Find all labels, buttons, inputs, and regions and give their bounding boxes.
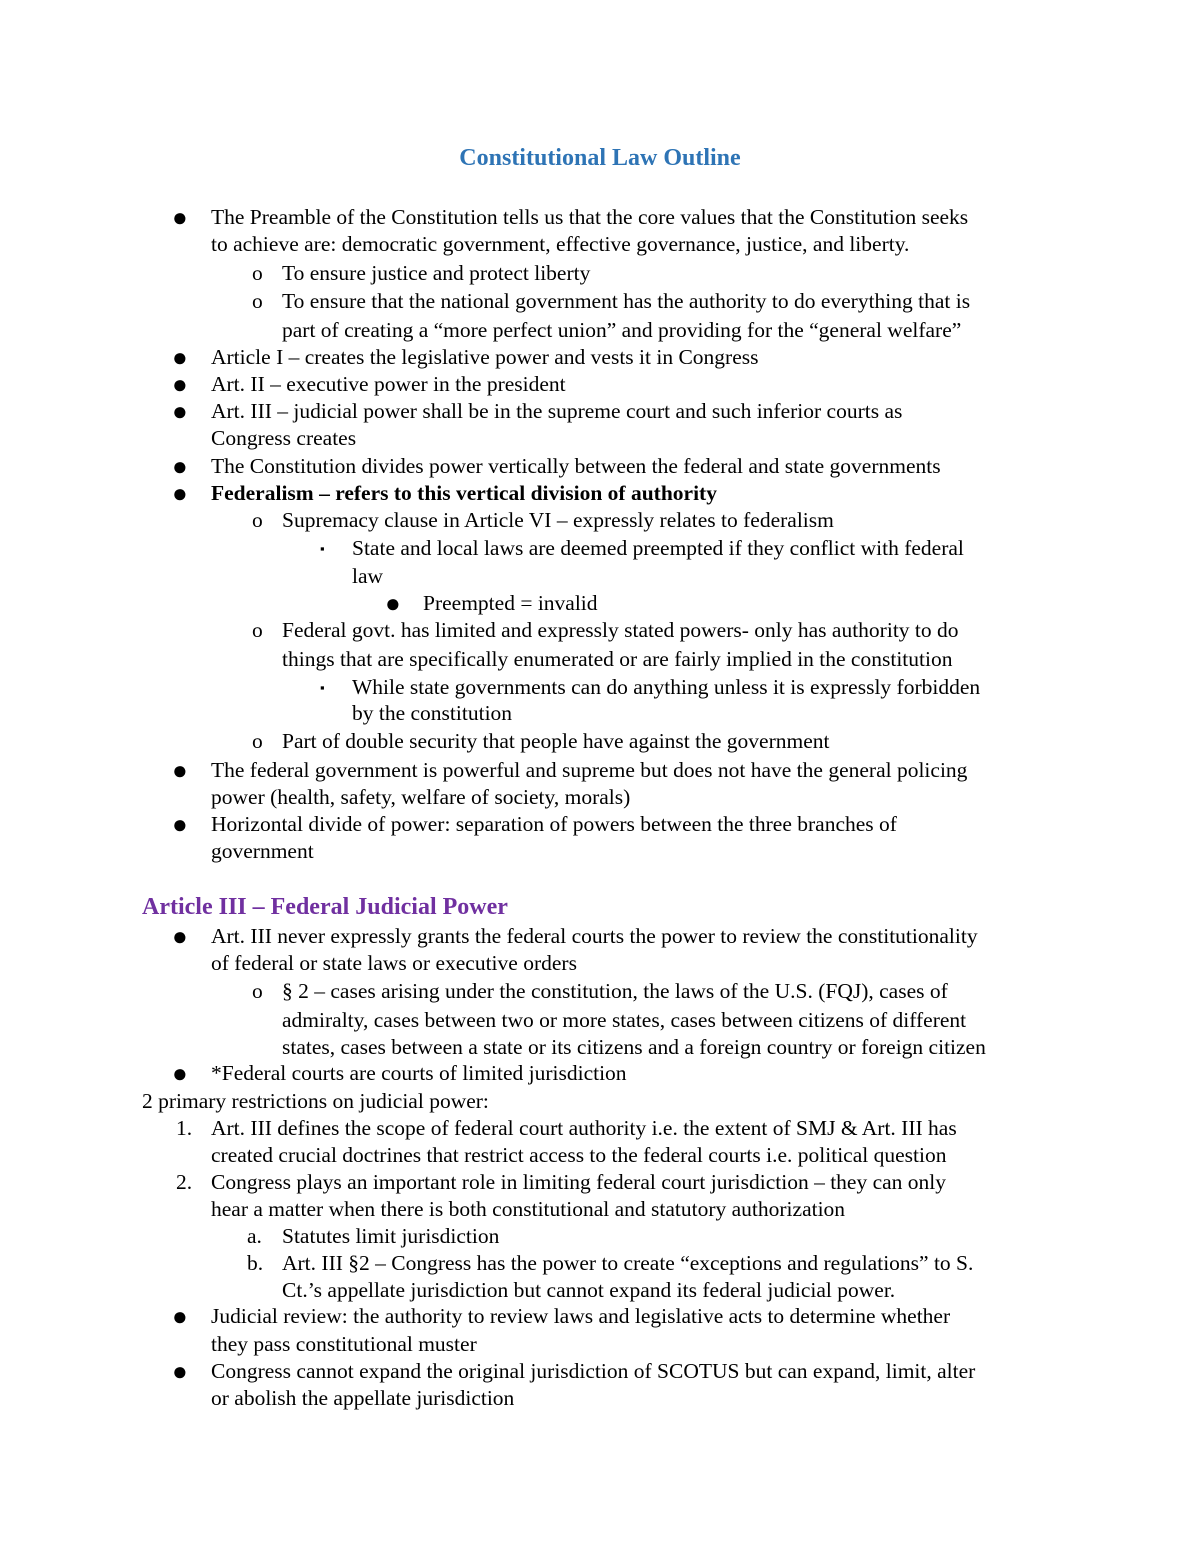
outline-text: to achieve are: democratic government, effective governance, justice, and liberty. [211, 232, 910, 256]
bullet-icon: ● [172, 370, 188, 399]
outline-text: While state governments can do anything unless it is expressly forbidden [352, 675, 981, 699]
outline-text: Statutes limit jurisdiction [282, 1224, 500, 1248]
page-title: Constitutional Law Outline [459, 145, 741, 171]
outline-text: hear a matter when there is both constitutional and statutory authorization [211, 1197, 846, 1221]
outline-text: Art. III – judicial power shall be in the supreme court and such inferior courts as [211, 399, 903, 423]
circle-bullet-icon: o [252, 618, 263, 642]
outline-text: Article I – creates the legislative power and vests it in Congress [211, 345, 759, 369]
outline-text: Ct.’s appellate jurisdiction but cannot expand its federal judicial power. [282, 1278, 896, 1302]
bullet-icon: ● [172, 397, 188, 426]
outline-text: by the constitution [352, 701, 513, 725]
outline-text: states, cases between a state or its citizens and a foreign country or foreign citizen [282, 1035, 986, 1059]
outline-text: To ensure that the national government has the authority to do everything that is [282, 289, 971, 313]
bullet-icon: ● [172, 922, 188, 951]
outline-text: or abolish the appellate jurisdiction [211, 1386, 515, 1410]
outline-text-bold: Federalism – refers to this vertical division of authority [211, 481, 717, 505]
outline-text: 2 primary restrictions on judicial power: [142, 1089, 489, 1113]
outline-text: Judicial review: the authority to review laws and legislative acts to determine whether [211, 1304, 951, 1328]
outline-text: things that are specifically enumerated or are fairly implied in the constitution [282, 647, 953, 671]
outline-text: § 2 – cases arising under the constitution, the laws of the U.S. (FQJ), cases of [282, 979, 948, 1003]
bullet-icon: ● [172, 1357, 188, 1386]
square-bullet-icon: ▪ [320, 541, 325, 556]
outline-text: they pass constitutional muster [211, 1332, 477, 1356]
outline-text: admiralty, cases between two or more states, cases between citizens of different [282, 1008, 967, 1032]
list-letter: b. [247, 1251, 264, 1275]
outline-text: Art. III defines the scope of federal court authority i.e. the extent of SMJ & Art. III has [211, 1116, 957, 1140]
bullet-icon: ● [172, 203, 188, 232]
outline-text: Horizontal divide of power: separation of powers between the three branches of [211, 812, 897, 836]
list-number: 2. [176, 1170, 193, 1194]
outline-text: Supremacy clause in Article VI – expressly relates to federalism [282, 508, 834, 532]
bullet-icon: ● [172, 810, 188, 839]
outline-text: Art. III never expressly grants the federal courts the power to review the constitutionality [211, 924, 978, 948]
circle-bullet-icon: o [252, 729, 263, 753]
outline-text: Part of double security that people have against the government [282, 729, 830, 753]
bullet-icon: ● [172, 452, 188, 481]
bullet-icon: ● [172, 1302, 188, 1331]
bullet-icon: ● [385, 589, 401, 618]
outline-text: of federal or state laws or executive orders [211, 951, 577, 975]
outline-text: Federal govt. has limited and expressly stated powers- only has authority to do [282, 618, 959, 642]
circle-bullet-icon: o [252, 261, 263, 285]
outline-text: The federal government is powerful and supreme but does not have the general policing [211, 758, 968, 782]
outline-text: Art. II – executive power in the president [211, 372, 566, 396]
outline-text: power (health, safety, welfare of society, morals) [211, 785, 631, 809]
outline-text: government [211, 839, 314, 863]
circle-bullet-icon: o [252, 508, 263, 532]
outline-text: created crucial doctrines that restrict access to the federal courts i.e. political question [211, 1143, 947, 1167]
section-heading: Article III – Federal Judicial Power [142, 894, 508, 920]
list-number: 1. [176, 1116, 193, 1140]
outline-text: The Preamble of the Constitution tells us that the core values that the Constitution seeks [211, 205, 969, 229]
outline-text: part of creating a “more perfect union” and providing for the “general welfare” [282, 318, 962, 342]
outline-text: To ensure justice and protect liberty [282, 261, 591, 285]
circle-bullet-icon: o [252, 979, 263, 1003]
circle-bullet-icon: o [252, 289, 263, 313]
outline-text: Preempted = invalid [423, 591, 598, 615]
bullet-icon: ● [172, 479, 188, 508]
outline-text: Congress creates [211, 426, 357, 450]
outline-text: State and local laws are deemed preempted if they conflict with federal [352, 536, 964, 560]
square-bullet-icon: ▪ [320, 680, 325, 695]
outline-text: Congress plays an important role in limiting federal court jurisdiction – they can only [211, 1170, 947, 1194]
bullet-icon: ● [172, 343, 188, 372]
outline-text: Congress cannot expand the original jurisdiction of SCOTUS but can expand, limit, alter [211, 1359, 976, 1383]
outline-text: law [352, 564, 384, 588]
outline-text: The Constitution divides power vertically between the federal and state governments [211, 454, 941, 478]
bullet-icon: ● [172, 1059, 188, 1088]
outline-text: Art. III §2 – Congress has the power to create “exceptions and regulations” to S. [282, 1251, 974, 1275]
list-letter: a. [247, 1224, 262, 1248]
outline-text: *Federal courts are courts of limited jurisdiction [211, 1061, 627, 1085]
bullet-icon: ● [172, 756, 188, 785]
